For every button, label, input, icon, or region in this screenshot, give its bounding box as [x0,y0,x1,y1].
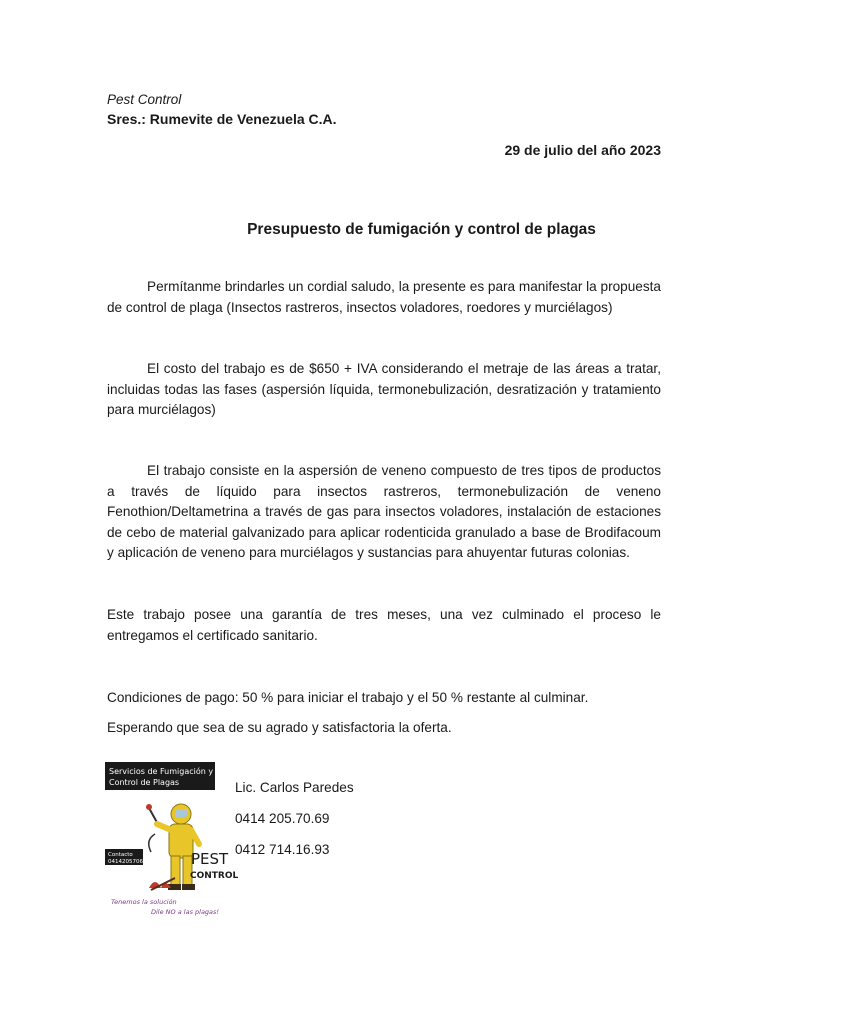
signatory-name: Lic. Carlos Paredes [235,780,354,795]
logo-tagline-2: Dile NO a las plagas! [151,908,220,916]
recipient-line: Sres.: Rumevite de Venezuela C.A. [107,111,337,127]
pest-control-logo [105,760,239,920]
signatory-phone-2: 0412 714.16.93 [235,842,330,857]
paragraph-cost: El costo del trabajo es de $650 + IVA considerando el metraje de las áreas a tratar, incluidas todas las fases (aspersión líquida, termonebulización, desratización y tratamiento para murciélagos) [107,361,661,417]
paragraph-work-description: El trabajo consiste en la aspersión de veneno compuesto de tres tipos de productos a través de líquido para insectos rastreros, termonebulización de veneno Fenothion/Deltametrina a través de gas para insectos voladores, instalación de estaciones de cebo de material galvanizado para aplicar rodenticida granulado a base de Brodifacoum y aplicación de veneno para murciélagos y sustancias para ahuyentar futuras colonias. [107,463,661,560]
letter-title: Presupuesto de fumigación y control de plagas [247,221,596,238]
logo-contact-number: 04142057069 [108,859,147,865]
logo-tagline-1: Tenemos la solución [111,898,177,906]
logo-contact-label: Contacto [108,852,133,858]
logo-brand-line-2: CONTROL [190,871,239,881]
paragraph-closing: Esperando que sea de su agrado y satisfactoria la oferta. [107,720,452,735]
paragraph-greeting: Permítanme brindarles un cordial saludo, la presente es para manifestar la propuesta de control de plaga (Insectos rastreros, insectos voladores, roedores y murciélagos) [107,279,661,315]
paragraph-payment-conditions: Condiciones de pago: 50 % para iniciar el trabajo y el 50 % restante al culminar. [107,690,589,705]
signatory-phone-1: 0414 205.70.69 [235,811,330,826]
letter-date: 29 de julio del año 2023 [504,142,661,158]
logo-brand-line-1: PEST [191,850,229,868]
company-name: Pest Control [107,92,182,107]
logo-banner-line-1: Servicios de Fumigación y [109,767,214,776]
logo-banner-line-2: Control de Plagas [109,778,180,787]
paragraph-warranty: Este trabajo posee una garantía de tres meses, una vez culminado el proceso le entregamos el certificado sanitario. [107,607,661,643]
